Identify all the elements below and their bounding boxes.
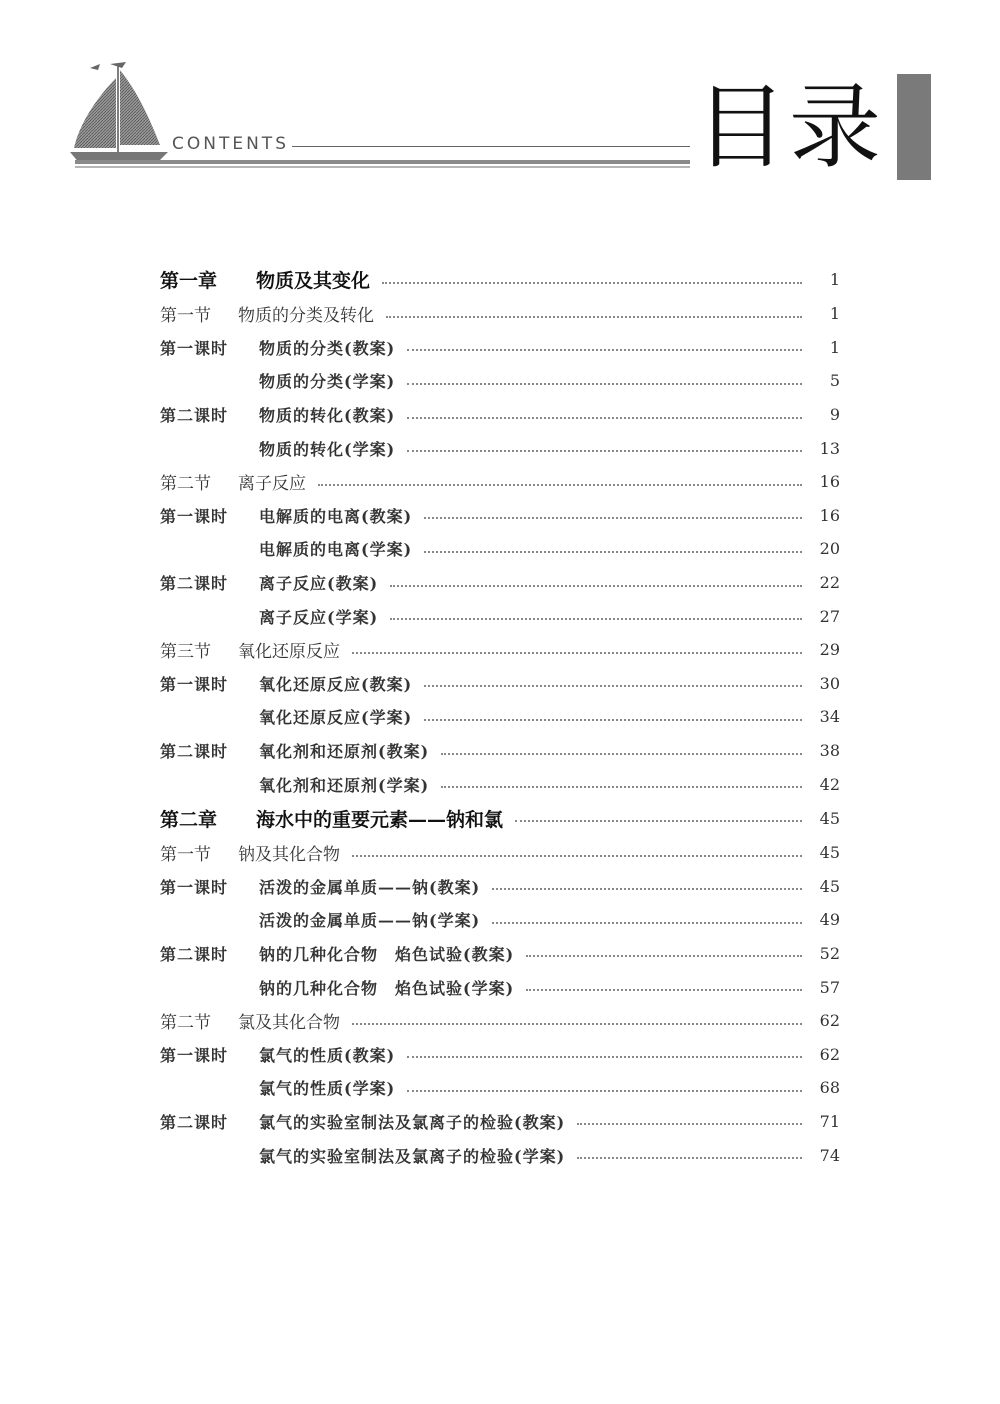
toc-entry-text — [160, 537, 412, 560]
toc-entry-text — [160, 1043, 395, 1066]
toc-page-number: 71 — [819, 1111, 840, 1131]
toc-entry-lesson[interactable] — [160, 331, 840, 365]
table-of-contents — [160, 262, 840, 1172]
toc-entry-label: 第二节 — [160, 1013, 211, 1034]
toc-page-number: 1 — [829, 337, 840, 357]
toc-entry-text — [160, 504, 412, 527]
dot-leader — [424, 685, 802, 687]
toc-entry-label: 第一课时 — [160, 674, 229, 694]
toc-entry-title: 离子反应 — [238, 474, 306, 495]
toc-entry-label: 第二课时 — [160, 1112, 229, 1132]
toc-entry-section[interactable] — [160, 1004, 840, 1038]
toc-entry-text — [160, 571, 378, 594]
toc-entry-section[interactable] — [160, 633, 840, 667]
toc-entry-section[interactable] — [160, 465, 840, 499]
dot-leader — [386, 316, 802, 318]
toc-entry-label: 第二章 — [160, 808, 218, 831]
toc-page-number: 49 — [819, 910, 840, 930]
toc-entry-text — [160, 1008, 340, 1033]
toc-page-number: 52 — [819, 943, 840, 963]
toc-entry-label: 第一课时 — [160, 1045, 229, 1065]
toc-entry-lesson-sub[interactable] — [160, 364, 840, 398]
toc-entry-title: 物质及其变化 — [256, 270, 371, 292]
toc-entry-title: 氧化剂和还原剂(学案) — [259, 775, 430, 795]
dot-leader — [407, 1056, 802, 1058]
dot-leader — [407, 417, 802, 419]
toc-entry-lesson-sub[interactable] — [160, 532, 840, 566]
contents-label: CONTENTS — [172, 134, 289, 154]
toc-entry-label: 第一课时 — [160, 338, 229, 358]
toc-page-number: 5 — [829, 371, 840, 391]
toc-entry-text — [160, 605, 378, 628]
dot-leader — [424, 551, 802, 553]
toc-entry-text — [160, 840, 340, 865]
toc-entry-text — [160, 976, 514, 999]
toc-entry-text — [160, 672, 412, 695]
title-side-bar — [897, 74, 931, 180]
toc-entry-label: 第二课时 — [160, 742, 229, 762]
toc-entry-text — [160, 301, 374, 326]
dot-leader — [352, 1023, 802, 1025]
dot-leader — [407, 349, 802, 351]
toc-entry-lesson-sub[interactable] — [160, 903, 840, 937]
dot-leader — [492, 888, 802, 890]
toc-entry-text — [160, 637, 340, 662]
toc-page-number: 45 — [819, 843, 840, 863]
toc-entry-title: 物质的分类(教案) — [259, 338, 396, 358]
toc-entry-title: 钠及其化合物 — [238, 845, 340, 866]
dot-leader — [424, 517, 802, 519]
toc-entry-title: 氧化还原反应 — [238, 642, 340, 663]
toc-page-number: 9 — [829, 405, 840, 425]
toc-entry-text — [160, 266, 370, 293]
toc-page-number: 16 — [819, 505, 840, 525]
toc-entry-lesson[interactable] — [160, 1105, 840, 1139]
toc-page-number: 1 — [829, 304, 840, 324]
dot-leader — [492, 922, 802, 924]
toc-page-number: 34 — [819, 707, 840, 727]
dot-leader — [407, 383, 802, 385]
dot-leader — [526, 989, 802, 991]
toc-entry-label: 第一节 — [160, 845, 211, 866]
toc-entry-label: 第一章 — [160, 270, 218, 292]
toc-page-number: 74 — [819, 1145, 840, 1165]
toc-entry-text — [160, 739, 429, 762]
toc-page-number: 1 — [829, 270, 840, 289]
toc-entry-lesson-sub[interactable] — [160, 431, 840, 465]
toc-entry-title: 电解质的电离(教案) — [259, 506, 413, 526]
toc-entry-lesson[interactable] — [160, 566, 840, 600]
toc-entry-title: 钠的几种化合物 焰色试验(学案) — [259, 978, 515, 998]
toc-entry-text — [160, 773, 429, 796]
toc-entry-section[interactable] — [160, 836, 840, 870]
toc-entry-label: 第二课时 — [160, 574, 229, 594]
toc-entry-label: 第一节 — [160, 306, 211, 327]
toc-entry-lesson[interactable] — [160, 499, 840, 533]
toc-entry-title: 氯气的实验室制法及氯离子的检验(学案) — [259, 1146, 566, 1166]
toc-page-number: 42 — [819, 774, 840, 794]
toc-entry-title: 活泼的金属单质——钠(学案) — [259, 911, 481, 931]
toc-entry-label: 第二节 — [160, 474, 211, 495]
dot-leader — [577, 1157, 802, 1159]
toc-page-number: 57 — [819, 977, 840, 997]
toc-entry-lesson[interactable] — [160, 667, 840, 701]
toc-entry-title: 氯气的性质(教案) — [259, 1045, 396, 1065]
toc-entry-lesson-sub[interactable] — [160, 767, 840, 801]
toc-entry-lesson[interactable] — [160, 870, 840, 904]
dot-leader — [407, 450, 802, 452]
toc-entry-text — [160, 1144, 565, 1167]
toc-entry-text — [160, 1110, 565, 1133]
header-bar — [75, 160, 690, 164]
toc-entry-title: 氯气的性质(学案) — [259, 1079, 396, 1099]
toc-entry-text — [160, 705, 412, 728]
dot-leader — [352, 855, 802, 857]
toc-entry-text — [160, 336, 395, 359]
toc-entry-lesson[interactable] — [160, 398, 840, 432]
dot-leader — [441, 753, 802, 755]
toc-page-number: 20 — [819, 539, 840, 559]
toc-entry-text — [160, 369, 395, 392]
toc-page-number: 38 — [819, 741, 840, 761]
toc-entry-title: 离子反应(教案) — [259, 574, 379, 594]
toc-page-number: 16 — [819, 472, 840, 492]
toc-entry-title: 物质的转化(学案) — [259, 439, 396, 459]
toc-entry-title: 钠的几种化合物 焰色试验(教案) — [259, 944, 515, 964]
toc-entry-lesson[interactable] — [160, 937, 840, 971]
toc-entry-text — [160, 1076, 395, 1099]
toc-entry-lesson-sub[interactable] — [160, 1071, 840, 1105]
toc-page-number: 45 — [819, 876, 840, 896]
toc-entry-title: 活泼的金属单质——钠(教案) — [259, 877, 481, 897]
toc-entry-lesson-sub[interactable] — [160, 700, 840, 734]
toc-entry-title: 氧化还原反应(学案) — [259, 708, 413, 728]
toc-entry-title: 氯气的实验室制法及氯离子的检验(教案) — [259, 1112, 566, 1132]
toc-page-number: 27 — [819, 606, 840, 626]
dot-leader — [382, 282, 802, 284]
toc-page-number: 45 — [819, 808, 840, 828]
toc-entry-label: 第三节 — [160, 642, 211, 663]
dot-leader — [515, 820, 802, 822]
toc-entry-label: 第二课时 — [160, 406, 229, 426]
toc-entry-text — [160, 875, 480, 898]
toc-page-number: 62 — [819, 1044, 840, 1064]
toc-page-number: 29 — [819, 640, 840, 660]
toc-entry-chapter[interactable] — [160, 262, 840, 297]
toc-entry-text — [160, 403, 395, 426]
toc-entry-title: 物质的分类(学案) — [259, 372, 396, 392]
toc-entry-label: 第一课时 — [160, 506, 229, 526]
dot-leader — [407, 1090, 802, 1092]
dot-leader — [318, 484, 802, 486]
toc-entry-lesson[interactable] — [160, 1037, 840, 1071]
toc-page-number: 30 — [819, 673, 840, 693]
toc-entry-text — [160, 437, 395, 460]
toc-entry-title: 海水中的重要元素——钠和氯 — [256, 808, 504, 831]
toc-entry-text — [160, 469, 306, 494]
toc-entry-label: 第二课时 — [160, 944, 229, 964]
toc-entry-lesson-sub[interactable] — [160, 599, 840, 633]
toc-entry-lesson-sub[interactable] — [160, 1138, 840, 1172]
toc-entry-title: 氧化剂和还原剂(教案) — [259, 742, 430, 762]
sailboat-icon — [70, 60, 170, 175]
toc-entry-title: 物质的转化(教案) — [259, 406, 396, 426]
toc-entry-text — [160, 908, 480, 931]
toc-entry-section[interactable] — [160, 297, 840, 331]
dot-leader — [390, 618, 802, 620]
toc-page-number: 13 — [819, 438, 840, 458]
dot-leader — [424, 719, 802, 721]
toc-entry-title: 氯及其化合物 — [238, 1013, 340, 1034]
toc-entry-title: 离子反应(学案) — [259, 607, 379, 627]
toc-page-number: 62 — [819, 1011, 840, 1031]
dot-leader — [390, 585, 802, 587]
toc-page-number: 22 — [819, 573, 840, 593]
page-title: 目录 — [695, 74, 884, 181]
header-rule — [292, 146, 690, 147]
toc-entry-text — [160, 942, 514, 965]
dot-leader — [577, 1123, 802, 1125]
page-header — [0, 0, 1000, 200]
toc-entry-text — [160, 805, 503, 832]
toc-entry-title: 电解质的电离(学案) — [259, 540, 413, 560]
toc-entry-lesson-sub[interactable] — [160, 970, 840, 1004]
toc-entry-chapter[interactable] — [160, 801, 840, 836]
toc-entry-lesson[interactable] — [160, 734, 840, 768]
toc-page-number: 68 — [819, 1078, 840, 1098]
dot-leader — [352, 652, 802, 654]
header-bar-light — [75, 166, 690, 168]
toc-entry-title: 物质的分类及转化 — [238, 306, 374, 327]
toc-entry-label: 第一课时 — [160, 877, 229, 897]
toc-entry-title: 氧化还原反应(教案) — [259, 674, 413, 694]
dot-leader — [441, 786, 802, 788]
dot-leader — [526, 955, 802, 957]
